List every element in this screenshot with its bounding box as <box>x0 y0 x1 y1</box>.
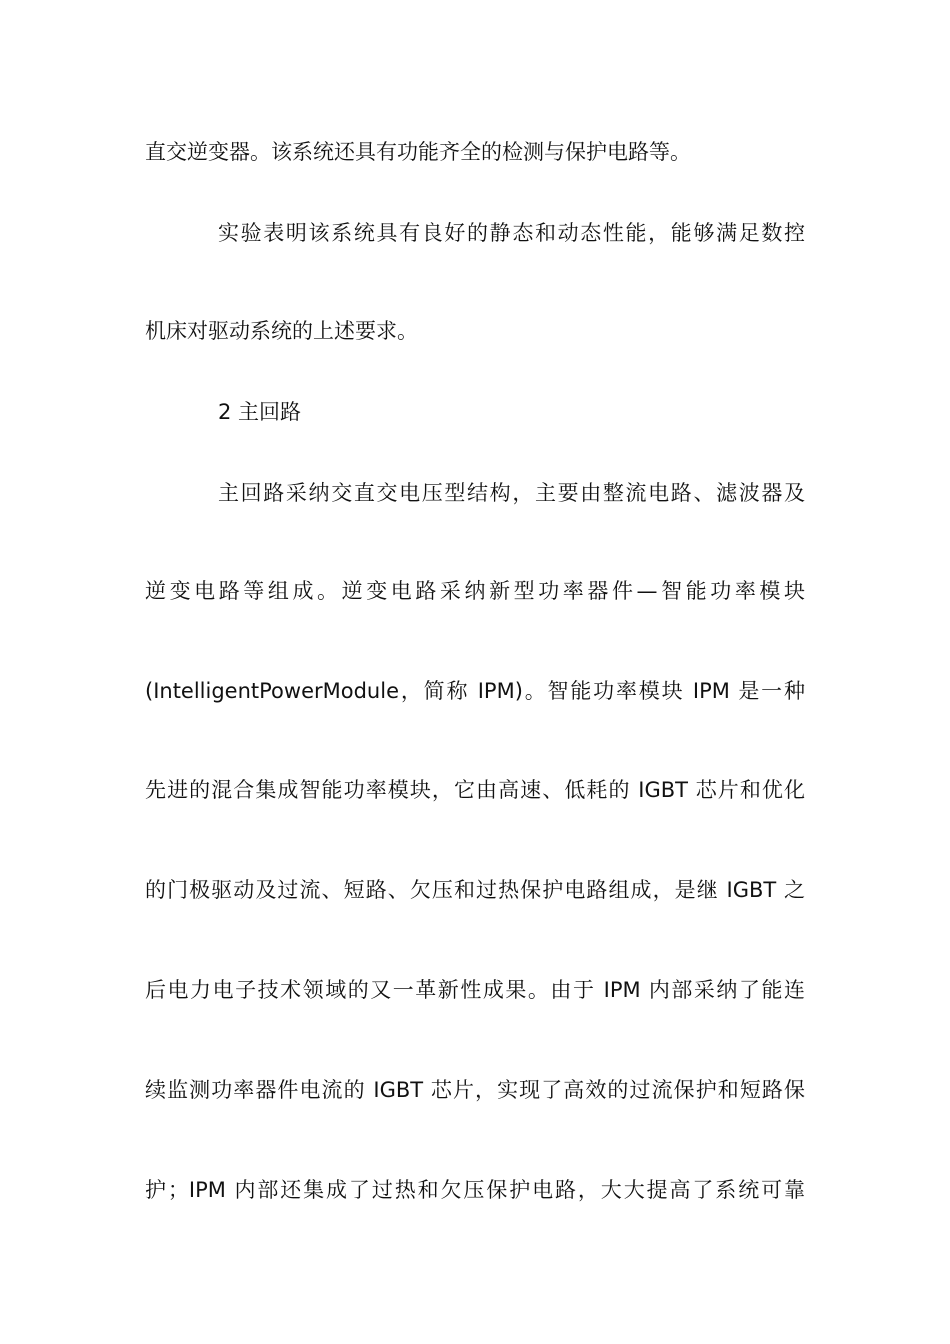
paragraph-line: 机床对驱动系统的上述要求。 <box>145 319 418 343</box>
paragraph-line: 的门极驱动及过流、短路、欠压和过热保护电路组成，是继 IGBT 之 <box>145 878 805 902</box>
paragraph-line: 实验表明该系统具有良好的静态和动态性能，能够满足数控 <box>218 221 805 245</box>
paragraph-line: 先进的混合集成智能功率模块，它由高速、低耗的 IGBT 芯片和优化 <box>145 778 805 802</box>
paragraph-line: 逆变电路等组成。逆变电路采纳新型功率器件—智能功率模块 <box>145 579 805 603</box>
paragraph-line: 护；IPM 内部还集成了过热和欠压保护电路，大大提高了系统可靠 <box>145 1178 805 1202</box>
paragraph-line: 主回路采纳交直交电压型结构，主要由整流电路、滤波器及 <box>218 481 805 505</box>
paragraph-line: 直交逆变器。该系统还具有功能齐全的检测与保护电路等。 <box>145 140 691 164</box>
paragraph-line: 后电力电子技术领域的又一革新性成果。由于 IPM 内部采纳了能连 <box>145 978 805 1002</box>
paragraph-line: 续监测功率器件电流的 IGBT 芯片，实现了高效的过流保护和短路保 <box>145 1078 805 1102</box>
section-heading: 2 主回路 <box>218 400 302 424</box>
paragraph-line: (IntelligentPowerModule，简称 IPM)。智能功率模块 IPM 是一种 <box>145 679 805 703</box>
